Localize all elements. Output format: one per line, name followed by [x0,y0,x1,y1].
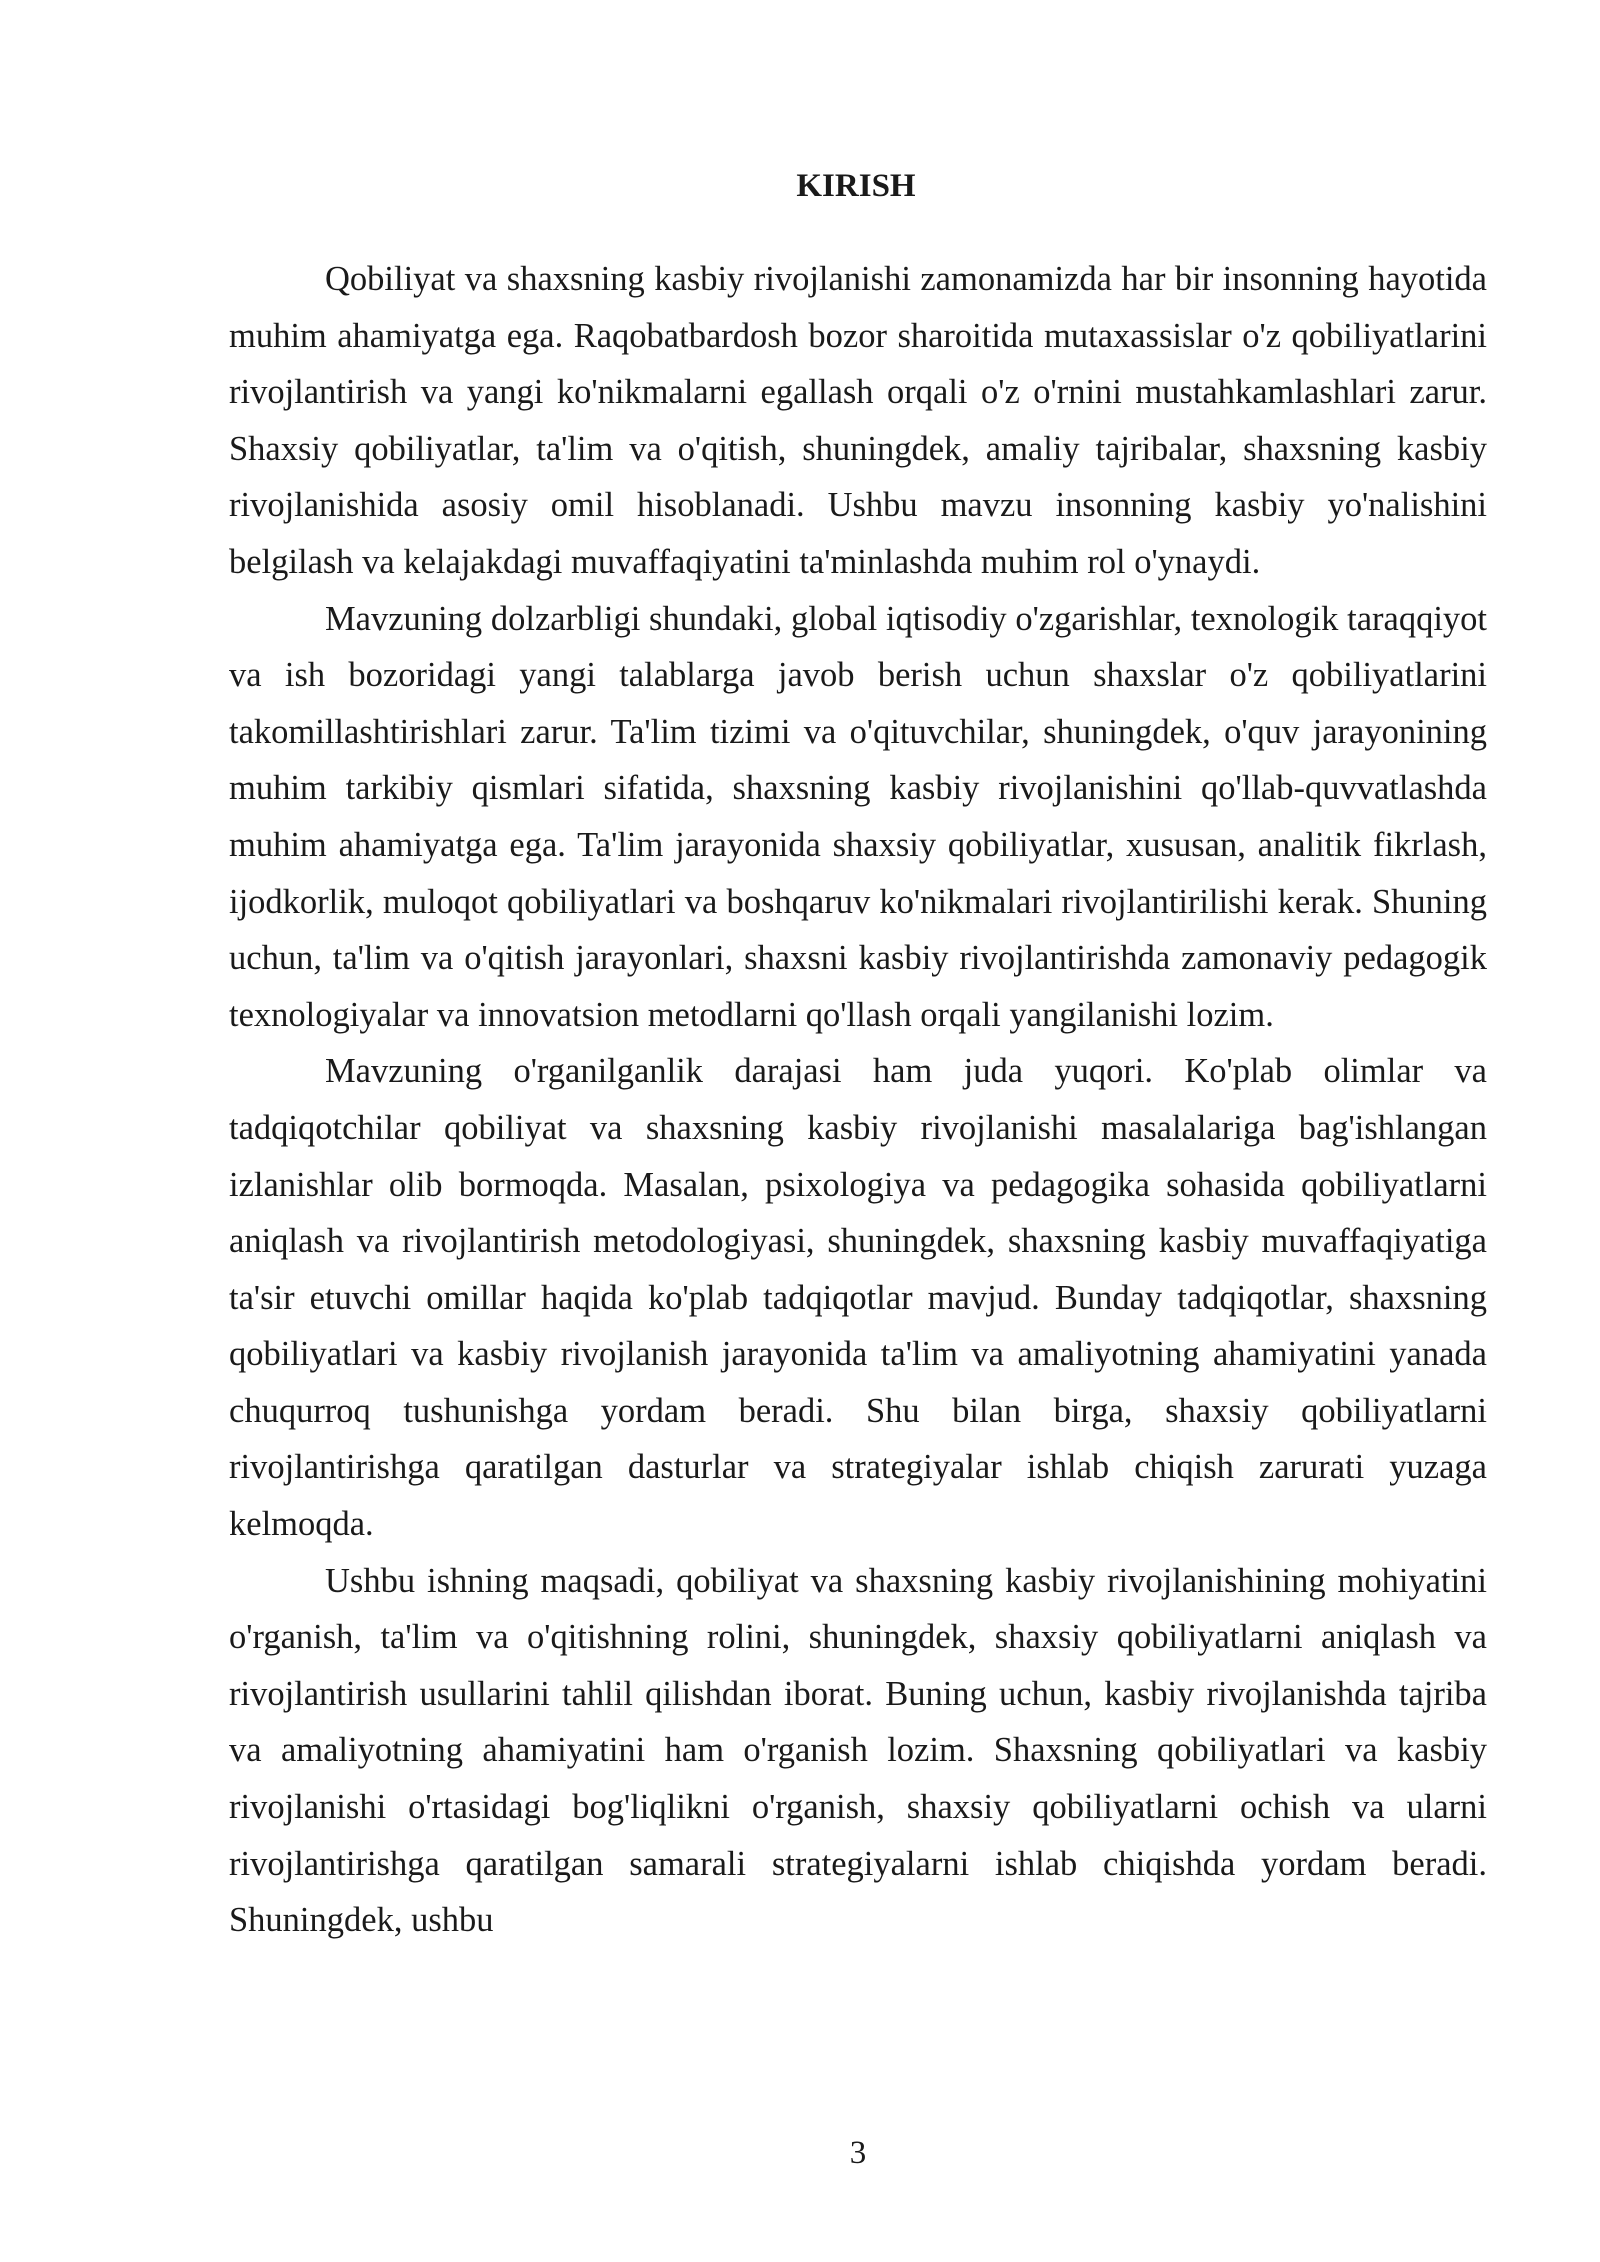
paragraph-relevance: Mavzuning dolzarbligi shundaki, global iqtisodiy o'zgarishlar, texnologik taraqqiyot va ish bozoridagi yangi talablarga javob berish uchun shaxslar o'z qobiliyatlarini takomillashtirishlari zarur. Ta'lim tizimi va o'qituvchilar, shuningdek, o'quv jarayonining muhim tarkibiy qismlari sifatida, shaxsning kasbiy rivojlanishini qo'llab-quvvatlashda muhim ahamiyatga ega. Ta'lim jarayonida shaxsiy qobiliyatlar, xususan, analitik fikrlash, ijodkorlik, muloqot qobiliyatlari va boshqaruv ko'nikmalari rivojlantirilishi kerak. Shuning uchun, ta'lim va o'qitish jarayonlari, shaxsni kasbiy rivojlantirishda zamonaviy pedagogik texnologiyalar va innovatsion metodlarni qo'llash orqali yangilanishi lozim. [229,599,1487,1034]
paragraph-research-level: Mavzuning o'rganilganlik darajasi ham juda yuqori. Ko'plab olimlar va tadqiqotchilar qobiliyat va shaxsning kasbiy rivojlanishi masalalariga bag'ishlangan izlanishlar olib bormoqda. Masalan, psixologiya va pedagogika sohasida qobiliyatlarni aniqlash va rivojlantirish metodologiyasi, shuningdek, shaxsning kasbiy muvaffaqiyatiga ta'sir etuvchi omillar haqida ko'plab tadqiqotlar mavjud. Bunday tadqiqotlar, shaxsning qobiliyatlari va kasbiy rivojlanish jarayonida ta'lim va amaliyotning ahamiyatini yanada chuqurroq tushunishga yordam beradi. Shu bilan birga, shaxsiy qobiliyatlarni rivojlantirishga qaratilgan dasturlar va strategiyalar ishlab chiqish zarurati yuzaga kelmoqda. [229,1052,1487,1544]
page-number: 3 [849,2135,867,2171]
paragraph-purpose: Ushbu ishning maqsadi, qobiliyat va shaxsning kasbiy rivojlanishining mohiyatini o'rganish, ta'lim va o'qitishning rolini, shuningdek, shaxsiy qobiliyatlarni aniqlash va rivojlantirish usullarini tahlil qilishdan iborat. Buning uchun, kasbiy rivojlanishda tajriba va amaliyotning ahamiyatini ham o'rganish lozim. Shaxsning qobiliyatlari va kasbiy rivojlanishi o'rtasidagi bog'liqlikni o'rganish, shaxsiy qobiliyatlarni ochish va ularni rivojlantirishga qaratilgan samarali strategiyalarni ishlab chiqishda yordam beradi. Shuningdek, ushbu [229,1561,1487,1940]
body-text [229,251,1487,1949]
section-title: KIRISH [796,168,916,204]
paragraph-intro: Qobiliyat va shaxsning kasbiy rivojlanishi zamonamizda har bir insonning hayotida muhim ahamiyatga ega. Raqobatbardosh bozor sharoitida mutaxassislar o'z qobiliyatlarini rivojlantirish va yangi ko'nikmalarni egallash orqali o'z o'rnini mustahkamlashlari zarur. Shaxsiy qobiliyatlar, ta'lim va o'qitish, shuningdek, amaliy tajribalar, shaxsning kasbiy rivojlanishida asosiy omil hisoblanadi. Ushbu mavzu insonning kasbiy yo'nalishini belgilash va kelajakdagi muvaffaqiyatini ta'minlashda muhim rol o'ynaydi. [229,260,1487,581]
